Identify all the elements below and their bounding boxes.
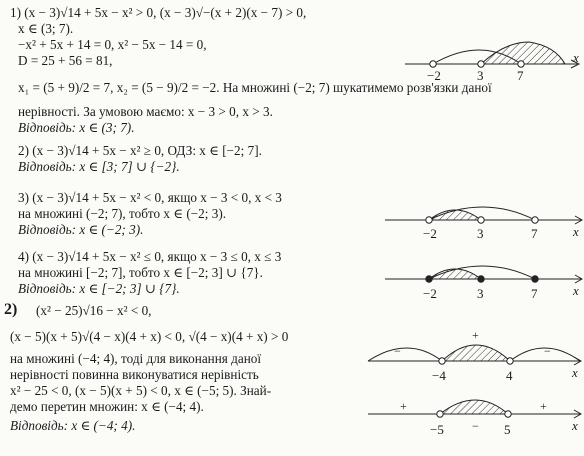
point-5 [505,411,511,417]
sign-right: − [544,344,551,358]
label-minus2: −2 [423,286,437,301]
label-7: 7 [531,226,538,241]
sign-middle: + [472,328,479,342]
line-16: (x² − 25)√16 − x² < 0, [36,303,152,318]
point-4 [507,358,513,364]
sign-middle: − [472,419,479,433]
line-17: (x − 5)(x + 5)√(4 − x)(4 + x) < 0, √(4 − x)(4 + x) > 0 [10,329,289,344]
answer-4: Відповідь: x ∈ [−2; 3] ∪ {7}. [18,281,180,296]
line-13: 4) (x − 3)√14 + 5x − x² ≤ 0, якщо x − 3 ≤ 0, x ≤ 3 [18,249,282,264]
label-minus5: −5 [430,422,444,437]
solution-hatch [429,269,481,279]
point-minus2 [426,217,432,223]
point-minus5 [437,411,443,417]
label-minus2: −2 [427,68,441,83]
axis-x-label: x [573,50,579,65]
axis-x-label: x [573,283,579,298]
label-3: 3 [477,226,484,241]
line-21: демо перетин множин: x ∈ (−4; 4). [10,399,204,414]
label-7: 7 [517,68,524,83]
solution-hatch [481,42,565,64]
number-line-4 [385,255,583,305]
point-7 [532,276,538,282]
point-3 [478,217,484,223]
label-5: 5 [504,422,511,437]
line-4: D = 25 + 56 = 81, [18,53,113,68]
sign-right: + [540,399,547,413]
label-3: 3 [477,68,484,83]
point-3 [478,61,484,67]
line-1: 1) (x − 3)√14 + 5x − x² > 0, (x − 3)√−(x + 2)(x − 7) > 0, [10,5,307,20]
solution-hatch [429,210,481,220]
point-7 [518,61,524,67]
number-line-5 [368,325,583,387]
number-line-1 [405,30,583,85]
sign-left: − [394,344,401,358]
line-19: нерівності повинна виконуватися нерівність [10,367,259,382]
line-3: −x² + 5x + 14 = 0, x² − 5x − 14 = 0, [18,37,207,52]
answer-5: Відповідь: x ∈ (−4; 4). [10,418,136,433]
line-6: нерівності. За умовою маємо: x − 3 > 0, x > 3. [18,104,273,119]
answer-2: Відповідь: x ∈ [3; 7] ∪ {−2}. [18,159,180,174]
sign-arc-left [368,348,442,361]
line-10: 3) (x − 3)√14 + 5x − x² < 0, якщо x − 3 < 0, x < 3 [18,190,282,205]
line-14: на множині [−2; 7], тобто x ∈ [−2; 3] ∪ {7}. [18,265,263,280]
line-20: x² − 25 < 0, (x − 5)(x + 5) < 0, x ∈ (−5; 5). Знай- [10,383,272,398]
label-minus4: −4 [432,368,446,383]
solution-hatch [442,345,510,361]
point-3 [478,276,484,282]
label-4: 4 [506,368,513,383]
axis-x-label: x [572,418,578,433]
point-minus2 [430,61,436,67]
number-line-6 [368,390,583,452]
solution-hatch [440,400,508,414]
line-18: на множині (−4; 4), тоді для виконання даної [10,351,262,366]
line-2: x ∈ (3; 7). [18,21,74,36]
point-7 [532,217,538,223]
problem-2-number: 2) [4,301,18,318]
label-7: 7 [531,286,538,301]
answer-1: Відповідь: x ∈ (3; 7). [18,120,135,135]
line-11: на множині (−2; 7), тобто x ∈ (−2; 3). [18,206,227,221]
point-minus4 [439,358,445,364]
line-5: x₁ = (5 + 9)/2 = 7, x₂ = (5 − 9)/2 = −2. На множині (−2; 7) шукатимемо розв'язки даної [18,80,492,95]
label-3: 3 [477,286,484,301]
axis-x-label: x [573,224,579,239]
point-minus2 [426,276,432,282]
sign-left: + [400,399,407,413]
number-line-3 [385,196,583,244]
line-8: 2) (x − 3)√14 + 5x − x² ≥ 0, ОДЗ: x ∈ [−2; 7]. [18,143,262,158]
axis-x-label: x [572,365,578,380]
answer-3: Відповідь: x ∈ (−2; 3). [18,222,144,237]
label-minus2: −2 [423,226,437,241]
